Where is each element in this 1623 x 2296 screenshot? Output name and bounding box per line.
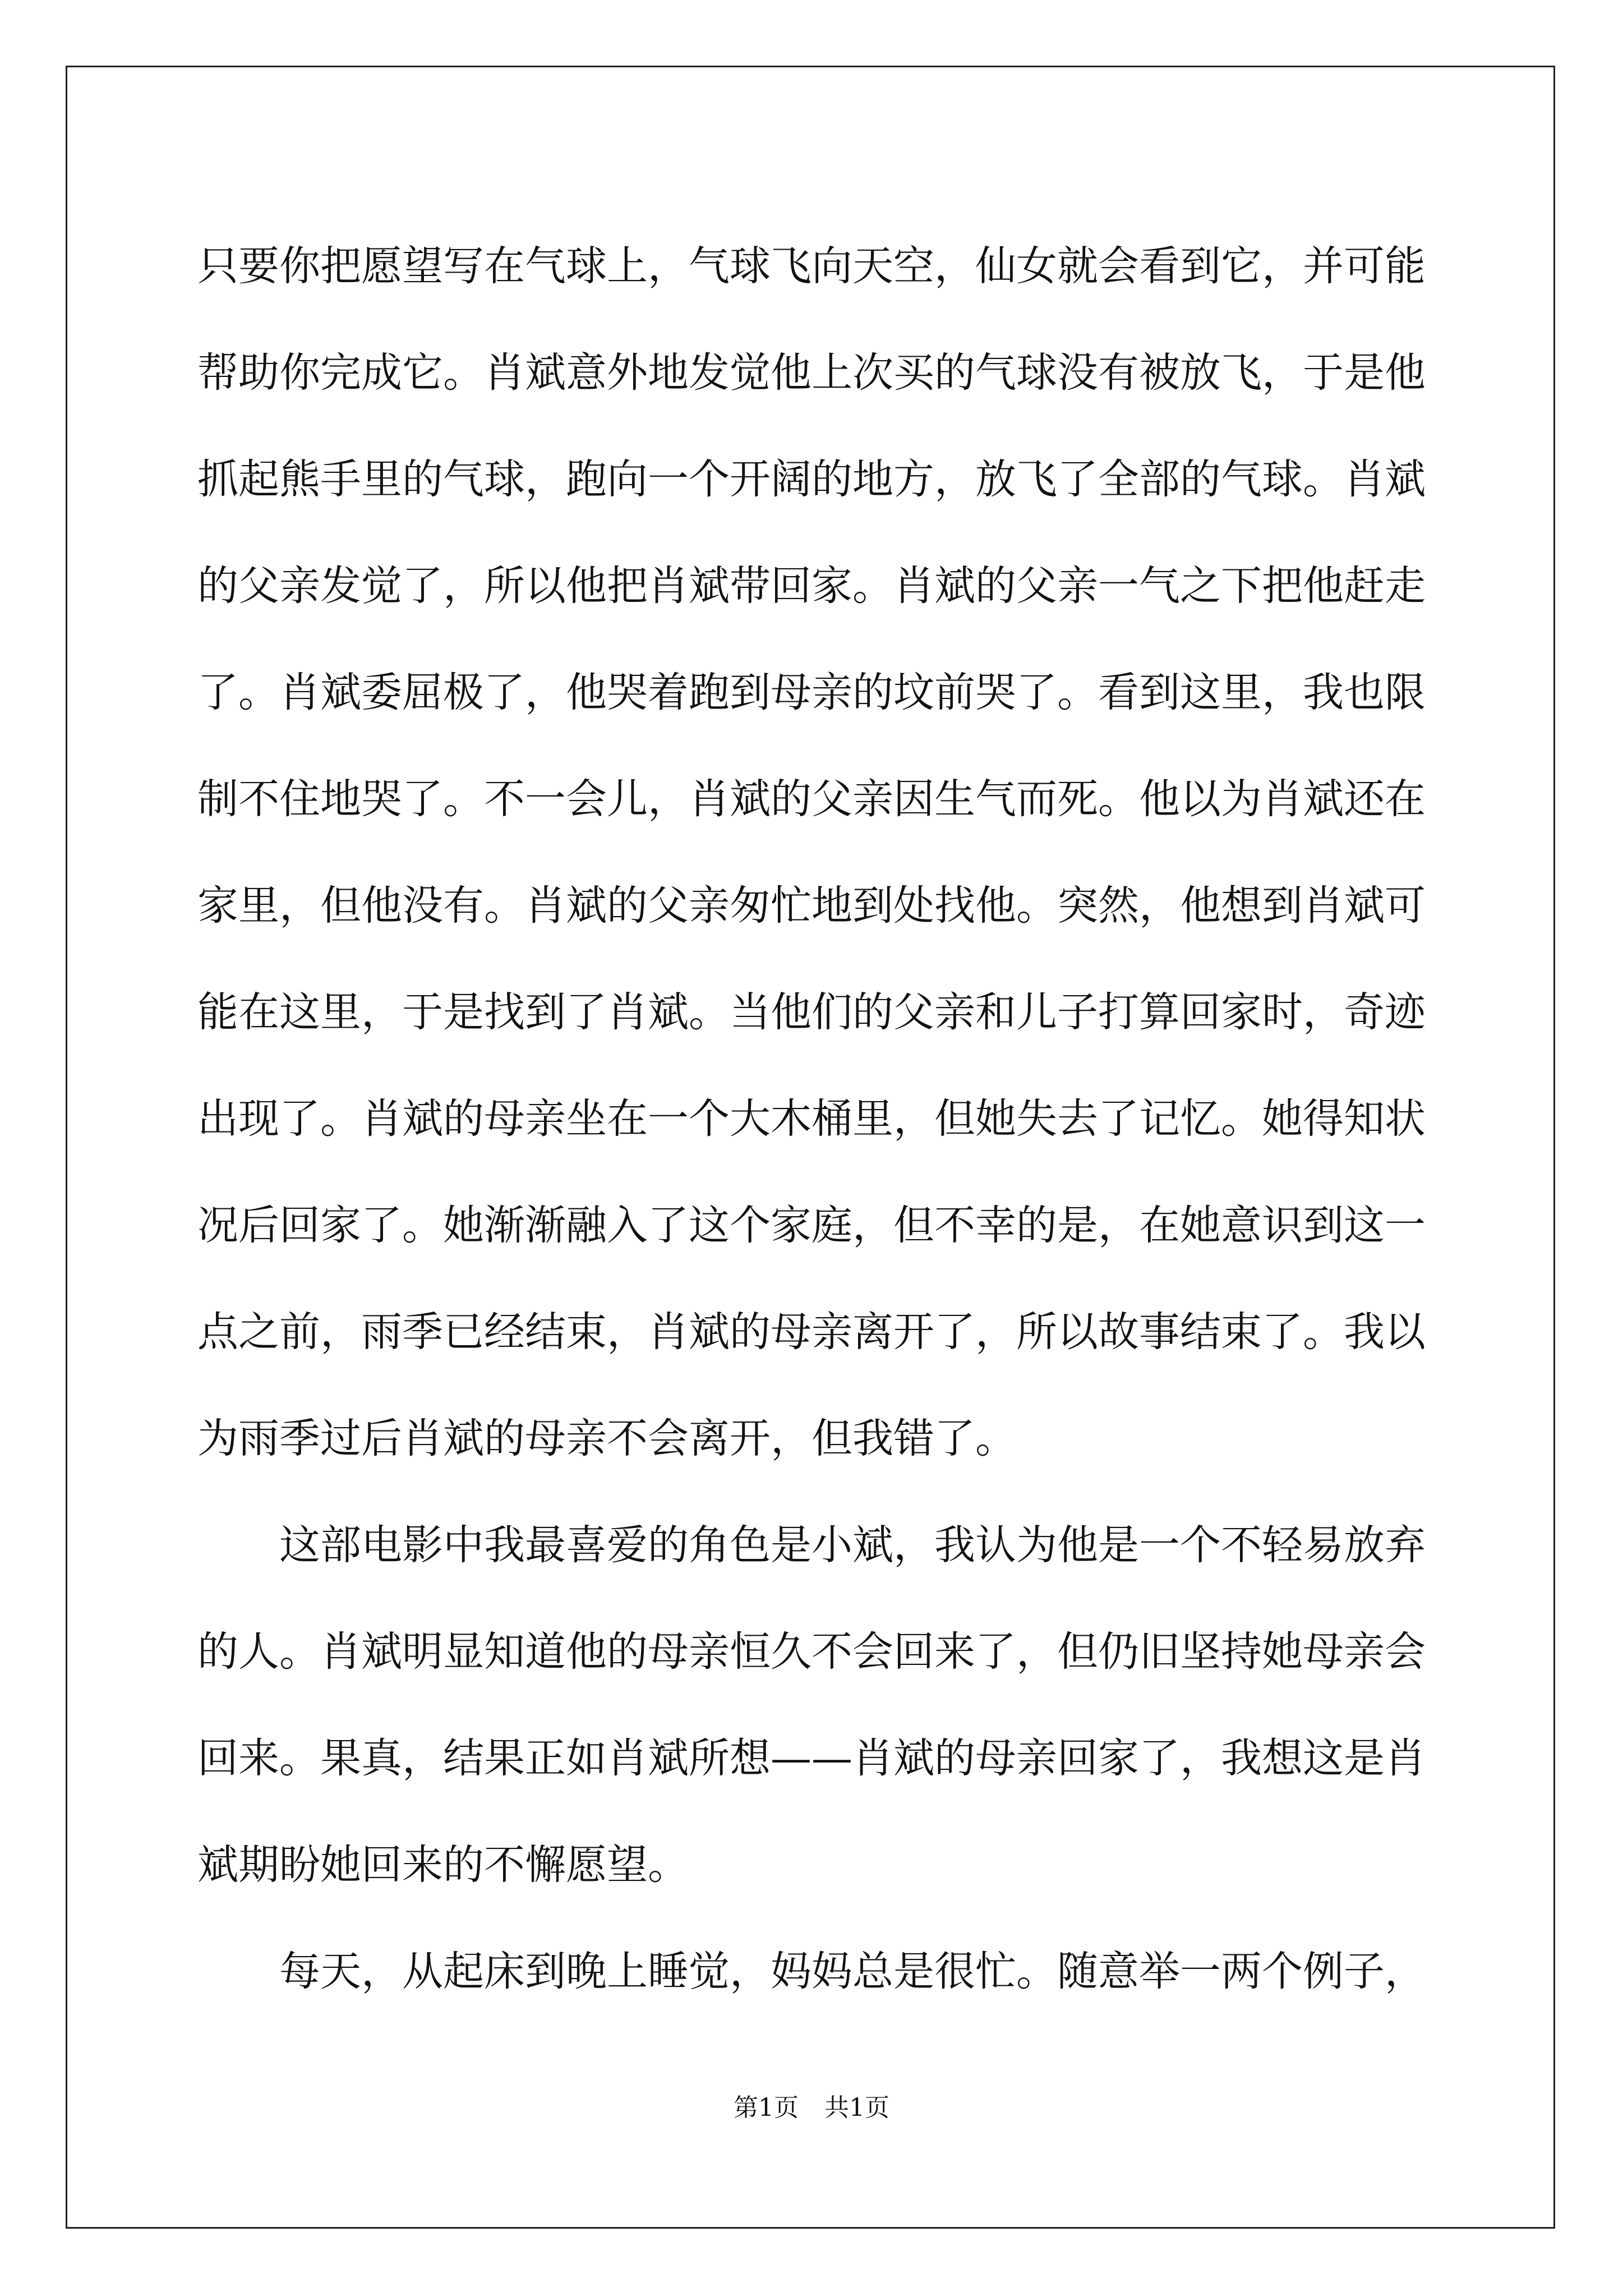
text-line: 每天，从起床到晚上睡觉，妈妈总是很忙。随意举一两个例子，: [279, 1948, 1426, 1995]
text-line: 点之前，雨季已经结束，肖斌的母亲离开了，所以故事结束了。我以: [197, 1308, 1426, 1356]
text-line: 斌期盼她回来的不懈愿望。: [197, 1841, 689, 1889]
text-line: 能在这里，于是找到了肖斌。当他们的父亲和儿子打算回家时，奇迹: [197, 988, 1426, 1036]
text-line: 出现了。肖斌的母亲坐在一个大木桶里，但她失去了记忆。她得知状: [197, 1095, 1426, 1143]
page-number-total: 共1页: [824, 2093, 889, 2122]
text-line: 家里，但他没有。肖斌的父亲匆忙地到处找他。突然，他想到肖斌可: [197, 882, 1426, 930]
text-line: 抓起熊手里的气球，跑向一个开阔的地方，放飞了全部的气球。肖斌: [197, 455, 1426, 503]
document-body: [197, 213, 1426, 2025]
text-line: 为雨季过后肖斌的母亲不会离开，但我错了。: [197, 1415, 1016, 1462]
page-number-current: 第1页: [734, 2093, 799, 2122]
text-line: 了。肖斌委屈极了，他哭着跑到母亲的坟前哭了。看到这里，我也限: [197, 669, 1426, 716]
text-line: 制不住地哭了。不一会儿，肖斌的父亲因生气而死。他以为肖斌还在: [197, 775, 1426, 823]
text-line: 帮助你完成它。肖斌意外地发觉他上次买的气球没有被放飞，于是他: [197, 349, 1426, 397]
page-footer: [0, 2091, 1623, 2125]
text-line: 回来。果真，结果正如肖斌所想——肖斌的母亲回家了，我想这是肖: [197, 1734, 1426, 1782]
text-line: 这部电影中我最喜爱的角色是小斌，我认为他是一个不轻易放弃: [279, 1521, 1426, 1569]
text-line: 的人。肖斌明显知道他的母亲恒久不会回来了，但仍旧坚持她母亲会: [197, 1628, 1426, 1676]
text-line: 的父亲发觉了，所以他把肖斌带回家。肖斌的父亲一气之下把他赶走: [197, 562, 1426, 610]
text-line: 只要你把愿望写在气球上，气球飞向天空，仙女就会看到它，并可能: [197, 242, 1426, 290]
text-line: 况后回家了。她渐渐融入了这个家庭，但不幸的是，在她意识到这一: [197, 1202, 1426, 1249]
